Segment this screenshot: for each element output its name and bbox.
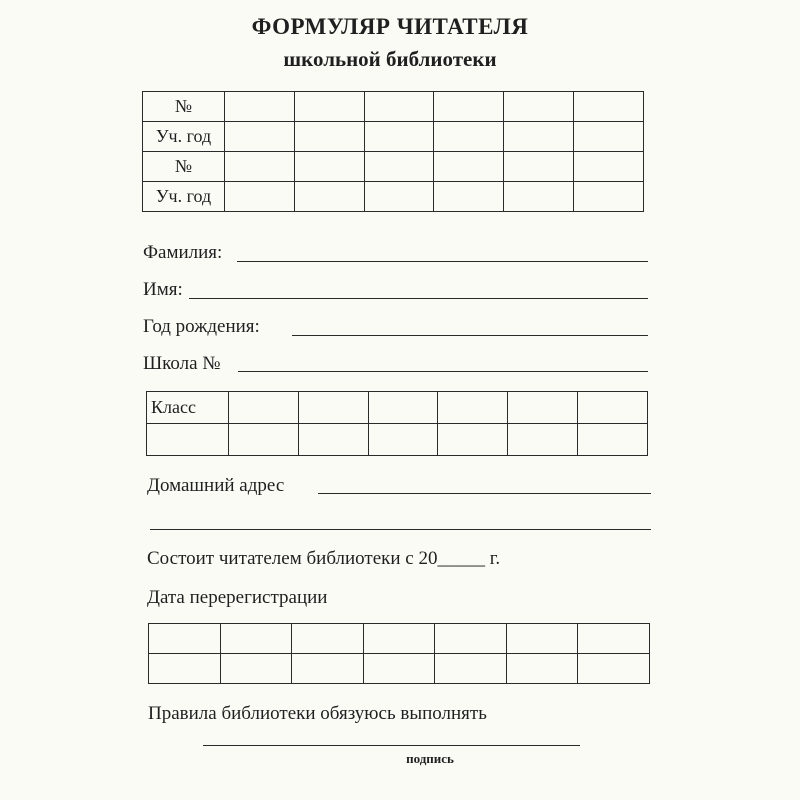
table-cell[interactable]: [574, 92, 644, 122]
table-cell[interactable]: [434, 92, 504, 122]
table-cell[interactable]: [504, 92, 574, 122]
table-cell[interactable]: [435, 654, 507, 684]
table-cell[interactable]: [225, 92, 295, 122]
birth-year-label: Год рождения:: [143, 316, 260, 337]
row-label-number: №: [143, 152, 225, 182]
table-row: [147, 392, 648, 424]
signature-caption: подпись: [406, 751, 454, 766]
table-cell[interactable]: [294, 92, 364, 122]
table-cell[interactable]: [578, 624, 650, 654]
table-cell[interactable]: [149, 654, 221, 684]
table-cell[interactable]: [363, 624, 435, 654]
row-label-number: №: [143, 92, 225, 122]
reregistration-table: [148, 623, 650, 684]
table-cell[interactable]: [220, 624, 292, 654]
table-cell[interactable]: [574, 182, 644, 212]
birth-year-field[interactable]: [292, 335, 648, 336]
name-field[interactable]: [189, 298, 648, 299]
table-row: [143, 92, 644, 122]
table-cell[interactable]: [229, 392, 299, 424]
table-cell[interactable]: [508, 424, 578, 456]
membership-since-text: Состоит читателем библиотеки с 20_____ г.: [147, 548, 501, 569]
table-cell[interactable]: [225, 122, 295, 152]
table-cell[interactable]: [220, 654, 292, 684]
row-label-school-year: Уч. год: [143, 182, 225, 212]
table-row: [149, 654, 650, 684]
table-cell[interactable]: [438, 424, 508, 456]
table-cell[interactable]: [434, 122, 504, 152]
table-row: [149, 624, 650, 654]
table-cell[interactable]: [229, 424, 299, 456]
table-row: [143, 182, 644, 212]
table-cell[interactable]: [294, 152, 364, 182]
table-cell[interactable]: [578, 654, 650, 684]
table-cell[interactable]: [364, 92, 434, 122]
table-cell[interactable]: [504, 182, 574, 212]
school-number-label: Школа №: [143, 353, 221, 374]
table-cell[interactable]: [578, 392, 648, 424]
table-cell[interactable]: [363, 654, 435, 684]
table-cell[interactable]: [225, 182, 295, 212]
library-rules-text: Правила библиотеки обязуюсь выполнять: [148, 703, 487, 724]
table-cell[interactable]: [435, 624, 507, 654]
table-cell[interactable]: [506, 624, 578, 654]
surname-label: Фамилия:: [143, 242, 223, 263]
table-cell[interactable]: [438, 392, 508, 424]
table-cell[interactable]: [574, 122, 644, 152]
form-subtitle: школьной библиотеки: [283, 47, 497, 71]
class-table: [146, 391, 648, 456]
table-cell[interactable]: [434, 182, 504, 212]
table-cell[interactable]: [506, 654, 578, 684]
table-cell[interactable]: [364, 152, 434, 182]
table-cell[interactable]: [298, 392, 368, 424]
school-number-field[interactable]: [238, 371, 648, 372]
row-label-school-year: Уч. год: [143, 122, 225, 152]
year-number-table: [142, 91, 644, 212]
surname-field[interactable]: [237, 261, 648, 262]
home-address-field[interactable]: [318, 493, 651, 494]
table-row: [147, 424, 648, 456]
table-cell[interactable]: [147, 424, 229, 456]
table-cell[interactable]: [292, 654, 364, 684]
table-cell[interactable]: [368, 424, 438, 456]
table-cell[interactable]: [225, 152, 295, 182]
table-cell[interactable]: [508, 392, 578, 424]
table-cell[interactable]: [368, 392, 438, 424]
name-label: Имя:: [143, 279, 183, 300]
table-cell[interactable]: [578, 424, 648, 456]
table-row: [143, 122, 644, 152]
table-cell[interactable]: [504, 122, 574, 152]
table-cell[interactable]: [574, 152, 644, 182]
table-cell[interactable]: [434, 152, 504, 182]
table-cell[interactable]: [292, 624, 364, 654]
home-address-label: Домашний адрес: [147, 475, 285, 496]
table-cell[interactable]: [364, 182, 434, 212]
table-cell[interactable]: [298, 424, 368, 456]
class-label: Класс: [147, 392, 229, 424]
table-cell[interactable]: [294, 182, 364, 212]
table-cell[interactable]: [504, 152, 574, 182]
table-cell[interactable]: [149, 624, 221, 654]
form-title: ФОРМУЛЯР ЧИТАТЕЛЯ: [251, 14, 529, 39]
reregistration-label: Дата перерегистрации: [147, 587, 328, 608]
table-row: [143, 152, 644, 182]
table-cell[interactable]: [364, 122, 434, 152]
signature-field[interactable]: [203, 745, 580, 746]
home-address-field-line2[interactable]: [150, 529, 651, 530]
table-cell[interactable]: [294, 122, 364, 152]
